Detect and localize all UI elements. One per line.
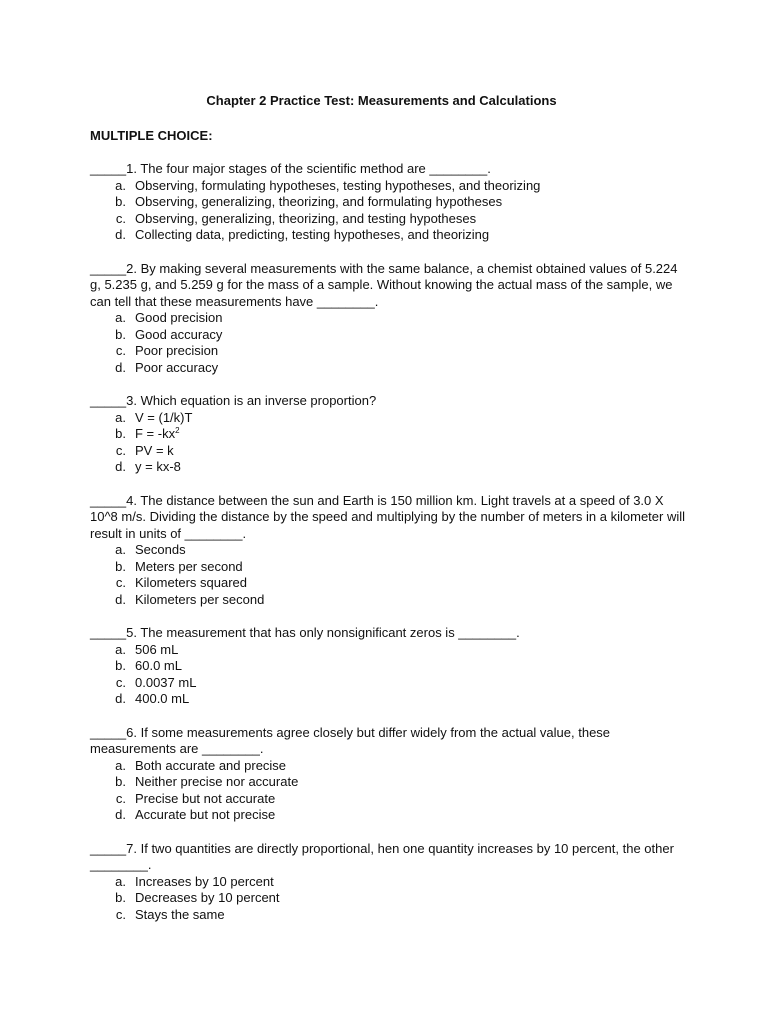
answer-option (90, 758, 690, 775)
option-text (135, 443, 174, 460)
option-text-main: Good precision (135, 310, 223, 325)
option-letter: a. (115, 310, 126, 325)
option-text-main: 60.0 mL (135, 658, 182, 673)
option-text (135, 426, 180, 443)
question-7 (90, 841, 690, 924)
option-letter: d. (115, 227, 126, 242)
option-text (135, 890, 280, 907)
question-3 (90, 393, 690, 476)
option-text-main: Good accuracy (135, 326, 223, 342)
section-heading: MULTIPLE CHOICE: (90, 127, 213, 143)
answer-option (90, 874, 690, 891)
option-letter: a. (115, 757, 126, 773)
answer-option (90, 426, 690, 443)
option-text (135, 360, 218, 377)
option-letter: b. (115, 194, 126, 209)
answer-option (90, 227, 690, 244)
question-stem: _____6. If some measurements agree closely but differ widely from the actual value, these measurements are ________. (90, 724, 611, 756)
question-stem: _____4. The distance between the sun and Earth is 150 million km. Light travels at a speed of 3.0 X 10^8 m/s. Dividing the distance by the speed and multiplying by the number of meters in a kilometer will result in units of ________. (90, 492, 686, 541)
option-letter: b. (115, 774, 126, 789)
option-text (135, 310, 222, 327)
option-letter: c. (115, 790, 126, 806)
option-letter: a. (115, 873, 126, 889)
answer-option (90, 542, 690, 559)
answer-option (90, 343, 690, 360)
option-text (135, 194, 502, 211)
question-stem: _____7. If two quantities are directly proportional, hen one quantity increases by 10 percent, the other ________. (90, 840, 674, 872)
option-letter: b. (115, 890, 126, 905)
option-letter: d. (115, 691, 126, 706)
answer-options (90, 178, 690, 244)
option-text (135, 459, 181, 476)
question-stem: _____3. Which equation is an inverse proportion? (90, 393, 377, 408)
option-letter: b. (115, 326, 126, 342)
answer-option (90, 194, 690, 211)
option-text-main: 506 mL (135, 641, 179, 657)
option-text-main: Observing, formulating hypotheses, testing hypotheses, and theorizing (135, 177, 541, 193)
question-stem: _____2. By making several measurements with the same balance, a chemist obtained values of 5.224 g, 5.235 g, and 5.259 g for the mass of a sample. Without knowing the actual mass of the sample, we can tell that these measurements have ________. (90, 260, 678, 309)
answer-option (90, 575, 690, 592)
question-6 (90, 725, 690, 824)
option-text (135, 542, 186, 559)
question-list (90, 161, 690, 923)
answer-options (90, 758, 690, 824)
option-letter: c. (115, 575, 126, 590)
answer-option (90, 443, 690, 460)
option-text-main: Precise but not accurate (135, 790, 276, 806)
option-text-main: PV = k (135, 442, 174, 458)
option-text (135, 343, 218, 360)
answer-option (90, 360, 690, 377)
option-text-main: Poor precision (135, 343, 219, 358)
option-text (135, 774, 298, 791)
option-letter: c. (115, 210, 126, 226)
option-text-main: F = -kx (135, 426, 176, 441)
option-text (135, 791, 275, 808)
answer-option (90, 310, 690, 327)
option-text-main: Accurate but not precise (135, 807, 276, 822)
option-letter: b. (115, 426, 126, 441)
question-stem: _____1. The four major stages of the scientific method are ________. (90, 161, 491, 176)
option-text-main: Both accurate and precise (135, 757, 287, 773)
option-text-main: Meters per second (135, 558, 243, 574)
answer-option (90, 907, 690, 924)
question-stem: _____5. The measurement that has only nonsignificant zeros is ________. (90, 625, 520, 640)
option-text (135, 758, 286, 775)
page-title: Chapter 2 Practice Test: Measurements and Calculations (206, 93, 557, 108)
option-text (135, 658, 182, 675)
question-2 (90, 261, 690, 377)
answer-option (90, 327, 690, 344)
answer-option (90, 807, 690, 824)
option-text-main: Neither precise nor accurate (135, 774, 299, 789)
option-text-main: Observing, generalizing, theorizing, and formulating hypotheses (135, 194, 503, 209)
option-text-main: Observing, generalizing, theorizing, and testing hypotheses (135, 210, 477, 226)
option-text (135, 410, 192, 427)
option-letter: a. (115, 542, 126, 557)
option-text (135, 807, 275, 824)
option-text (135, 907, 225, 924)
question-1 (90, 161, 690, 244)
option-letter: c. (115, 906, 126, 922)
option-text-main: y = kx-8 (135, 459, 181, 474)
option-text (135, 691, 189, 708)
option-text (135, 178, 540, 195)
option-text (135, 227, 489, 244)
superscript-exponent: 2 (175, 426, 180, 435)
option-letter: c. (115, 343, 126, 358)
answer-option (90, 774, 690, 791)
option-text (135, 327, 222, 344)
document-page (90, 93, 690, 940)
answer-options (90, 410, 690, 476)
answer-option (90, 642, 690, 659)
option-text-main: V = (1/k)T (135, 409, 193, 425)
option-text (135, 211, 476, 228)
answer-option (90, 559, 690, 576)
option-text-main: Kilometers squared (135, 575, 247, 590)
option-text (135, 675, 196, 692)
question-5 (90, 625, 690, 708)
answer-option (90, 675, 690, 692)
answer-option (90, 592, 690, 609)
answer-option (90, 691, 690, 708)
option-letter: a. (115, 641, 126, 657)
option-text-main: Collecting data, predicting, testing hypotheses, and theorizing (135, 227, 490, 242)
option-text-main: Stays the same (135, 906, 225, 922)
option-text (135, 575, 247, 592)
option-text (135, 874, 274, 891)
option-letter: d. (115, 459, 126, 474)
answer-option (90, 178, 690, 195)
question-4 (90, 493, 690, 609)
option-text-main: 0.0037 mL (135, 674, 197, 690)
option-letter: a. (115, 409, 126, 425)
option-text-main: Seconds (135, 542, 186, 557)
option-text-main: Increases by 10 percent (135, 873, 274, 889)
answer-option (90, 410, 690, 427)
answer-option (90, 459, 690, 476)
option-letter: b. (115, 558, 126, 574)
option-letter: b. (115, 658, 126, 673)
option-letter: c. (115, 442, 126, 458)
answer-options (90, 874, 690, 924)
option-text-main: Decreases by 10 percent (135, 890, 280, 905)
option-letter: c. (115, 674, 126, 690)
answer-options (90, 542, 690, 608)
answer-option (90, 791, 690, 808)
option-text (135, 559, 243, 576)
option-letter: a. (115, 177, 126, 193)
answer-option (90, 658, 690, 675)
answer-option (90, 890, 690, 907)
answer-options (90, 310, 690, 376)
option-text-main: 400.0 mL (135, 691, 190, 706)
option-text (135, 642, 178, 659)
option-text-main: Kilometers per second (135, 591, 265, 607)
answer-options (90, 642, 690, 708)
option-letter: d. (115, 807, 126, 822)
option-text (135, 592, 264, 609)
option-letter: d. (115, 359, 126, 375)
answer-option (90, 211, 690, 228)
option-letter: d. (115, 591, 126, 607)
option-text-main: Poor accuracy (135, 359, 219, 375)
